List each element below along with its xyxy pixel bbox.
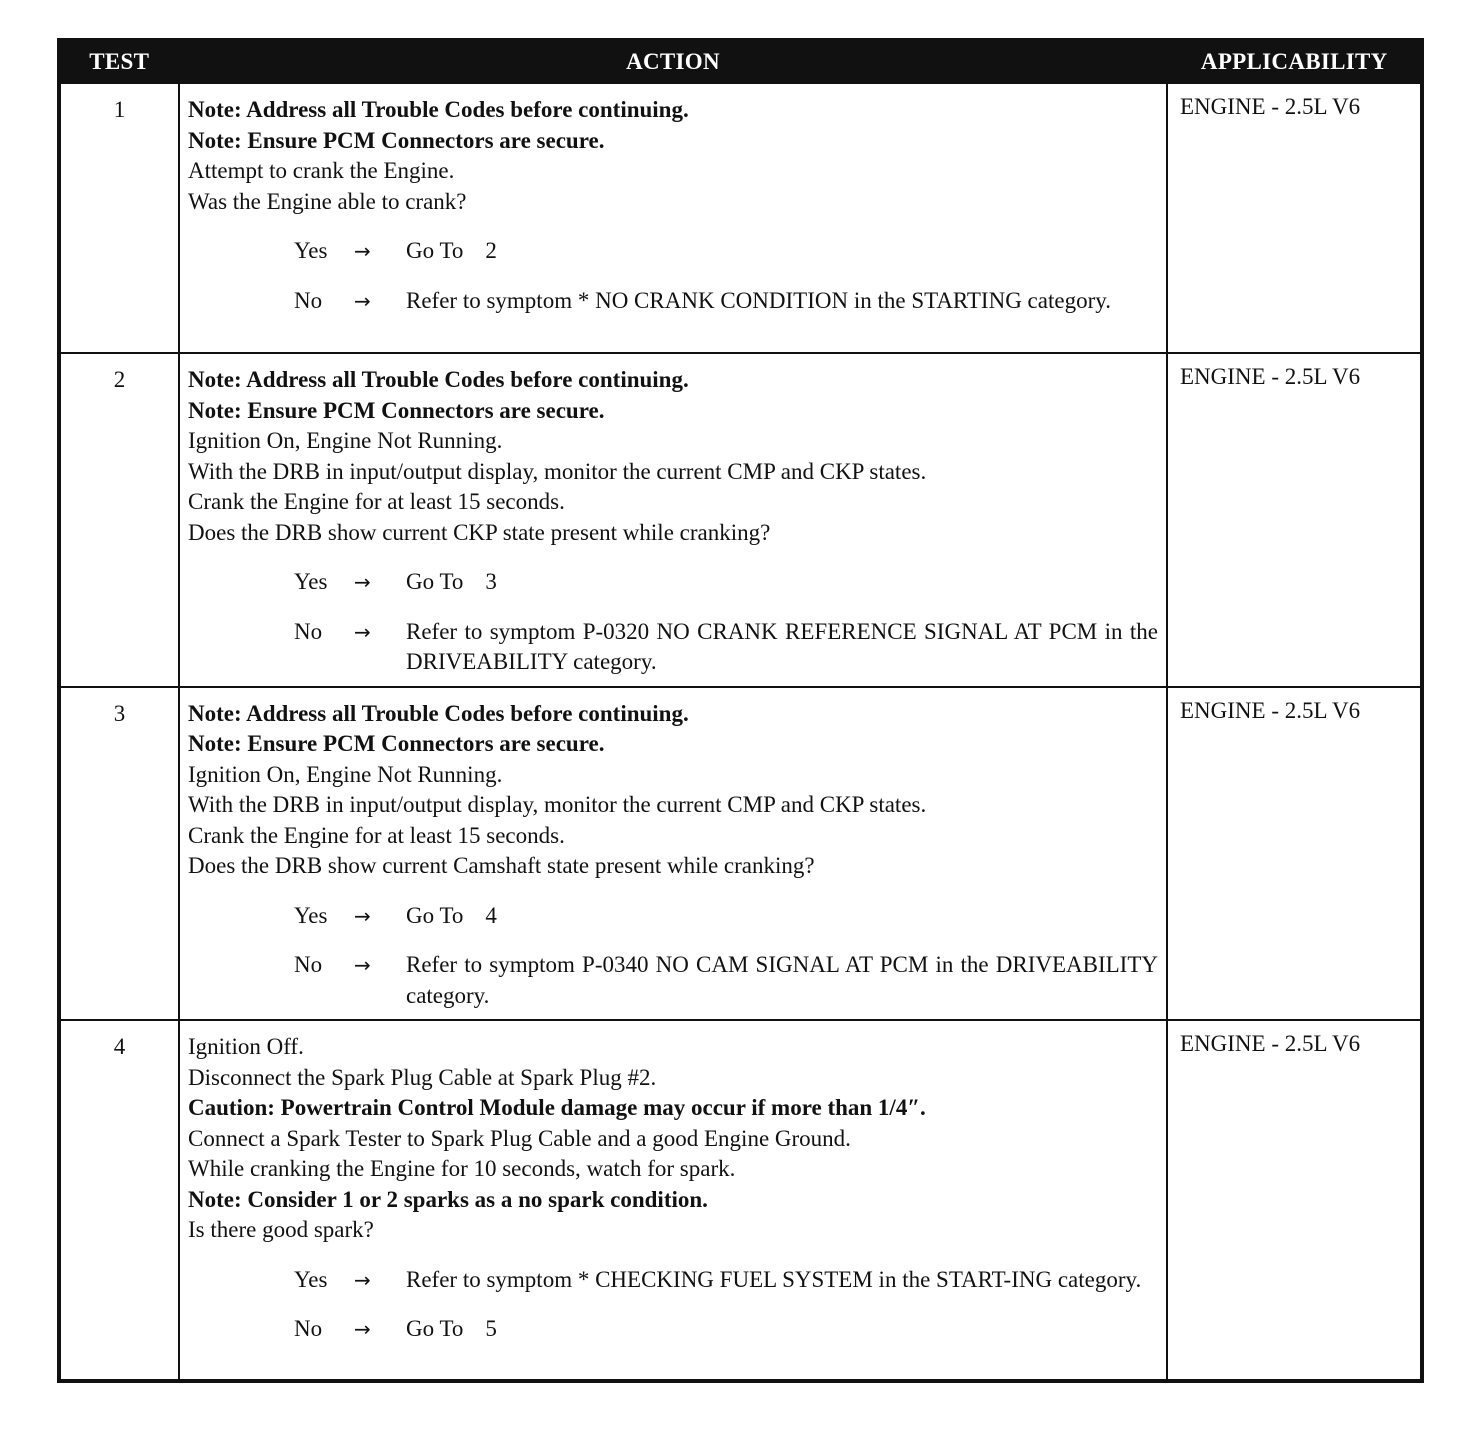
table-row bbox=[59, 83, 1422, 353]
outcome-goto bbox=[406, 901, 1158, 932]
outcome-goto bbox=[406, 1314, 1158, 1345]
outcome-goto bbox=[406, 236, 1158, 267]
table-body bbox=[59, 83, 1422, 1381]
outcome-no bbox=[294, 617, 1158, 678]
goto-number: 4 bbox=[485, 902, 497, 928]
arrow-icon: → bbox=[354, 1267, 371, 1292]
action-cell bbox=[179, 687, 1167, 1021]
applicability-cell: ENGINE - 2.5L V6 bbox=[1167, 353, 1422, 687]
test-number: 1 bbox=[59, 83, 179, 353]
outcome-label: Yes bbox=[294, 569, 328, 594]
table-row bbox=[59, 687, 1422, 1021]
action-line: Note: Ensure PCM Connectors are secure. bbox=[188, 397, 605, 423]
arrow-icon: → bbox=[354, 1317, 371, 1341]
goto-number: 3 bbox=[485, 569, 497, 594]
goto-number: 5 bbox=[485, 1316, 497, 1341]
arrow-icon: → bbox=[354, 570, 371, 594]
outcome-goto bbox=[406, 567, 1158, 598]
action-line: Note: Address all Trouble Codes before continuing. bbox=[188, 700, 689, 726]
outcome-no bbox=[294, 286, 1158, 317]
outcome-text: Refer to symptom * CHECKING FUEL SYSTEM in the START-ING category. bbox=[406, 1266, 1142, 1292]
action-line: Note: Address all Trouble Codes before continuing. bbox=[188, 97, 689, 122]
outcome-label: No bbox=[294, 618, 323, 644]
outcome-text: Refer to symptom P-0340 NO CAM SIGNAL AT PCM in the DRIVEABILITY category. bbox=[406, 952, 1158, 1008]
action-line: Note: Consider 1 or 2 sparks as a no spark condition. bbox=[188, 1186, 708, 1212]
diagnostic-table bbox=[57, 38, 1424, 1383]
arrow-icon: → bbox=[354, 903, 371, 928]
header-test: TEST bbox=[59, 40, 179, 83]
action-line: Does the DRB show current Camshaft state present while cranking? bbox=[188, 853, 815, 878]
outcome-label: No bbox=[294, 287, 323, 313]
goto-label: Go To bbox=[406, 238, 464, 263]
table-row bbox=[59, 353, 1422, 687]
action-line: Ignition On, Engine Not Running. bbox=[188, 428, 503, 453]
action-line: Crank the Engine for at least 15 seconds. bbox=[188, 489, 565, 514]
action-line: Connect a Spark Tester to Spark Plug Cable and a good Engine Ground. bbox=[188, 1125, 851, 1151]
outcome-no bbox=[294, 950, 1158, 1011]
arrow-icon: → bbox=[354, 619, 371, 644]
outcome-text: Refer to symptom P-0320 NO CRANK REFERENCE SIGNAL AT PCM in the DRIVEABILITY category. bbox=[406, 618, 1158, 674]
action-line: Was the Engine able to crank? bbox=[188, 188, 467, 214]
action-line: Is there good spark? bbox=[188, 1217, 374, 1242]
outcome-text: Refer to symptom * NO CRANK CONDITION in the STARTING category. bbox=[406, 287, 1111, 313]
outcome-label: Yes bbox=[294, 902, 328, 928]
outcome-yes bbox=[294, 236, 1158, 267]
action-line: Note: Ensure PCM Connectors are secure. bbox=[188, 731, 605, 756]
goto-label: Go To bbox=[406, 1316, 464, 1341]
test-number: 2 bbox=[59, 353, 179, 687]
action-cell bbox=[179, 1020, 1167, 1381]
arrow-icon: → bbox=[354, 239, 371, 263]
goto-number: 2 bbox=[485, 238, 497, 263]
outcome-label: Yes bbox=[294, 1266, 328, 1292]
outcome-label: Yes bbox=[294, 238, 328, 263]
table-row bbox=[59, 1020, 1422, 1381]
outcome-label: No bbox=[294, 952, 323, 977]
test-number: 3 bbox=[59, 687, 179, 1021]
action-line: Attempt to crank the Engine. bbox=[188, 158, 455, 183]
action-line: Crank the Engine for at least 15 seconds. bbox=[188, 822, 565, 848]
table-header-row bbox=[59, 40, 1422, 83]
action-line: Note: Address all Trouble Codes before continuing. bbox=[188, 367, 689, 392]
action-line: With the DRB in input/output display, monitor the current CMP and CKP states. bbox=[188, 458, 927, 484]
action-line: Does the DRB show current CKP state present while cranking? bbox=[188, 519, 771, 545]
arrow-icon: → bbox=[354, 288, 371, 313]
outcome-label: No bbox=[294, 1316, 323, 1341]
applicability-cell: ENGINE - 2.5L V6 bbox=[1167, 687, 1422, 1021]
test-number: 4 bbox=[59, 1020, 179, 1381]
action-line: Ignition Off. bbox=[188, 1034, 304, 1059]
applicability-cell: ENGINE - 2.5L V6 bbox=[1167, 1020, 1422, 1381]
action-line: While cranking the Engine for 10 seconds, watch for spark. bbox=[188, 1156, 736, 1181]
action-line: Note: Ensure PCM Connectors are secure. bbox=[188, 127, 605, 153]
action-line: With the DRB in input/output display, monitor the current CMP and CKP states. bbox=[188, 792, 927, 817]
goto-label: Go To bbox=[406, 569, 464, 594]
arrow-icon: → bbox=[354, 953, 371, 977]
applicability-cell: ENGINE - 2.5L V6 bbox=[1167, 83, 1422, 353]
diagnostic-sheet bbox=[57, 38, 1420, 1383]
action-line: Disconnect the Spark Plug Cable at Spark Plug #2. bbox=[188, 1064, 657, 1090]
outcome-no bbox=[294, 1314, 1158, 1345]
outcome-yes bbox=[294, 901, 1158, 932]
action-line: Ignition On, Engine Not Running. bbox=[188, 761, 503, 787]
action-cell bbox=[179, 353, 1167, 687]
header-applicability: APPLICABILITY bbox=[1167, 40, 1422, 83]
action-cell bbox=[179, 83, 1167, 353]
outcome-yes bbox=[294, 1265, 1158, 1296]
outcome-yes bbox=[294, 567, 1158, 598]
goto-label: Go To bbox=[406, 902, 464, 928]
action-line: Caution: Powertrain Control Module damage may occur if more than 1/4″. bbox=[188, 1095, 926, 1120]
header-action: ACTION bbox=[179, 40, 1167, 83]
